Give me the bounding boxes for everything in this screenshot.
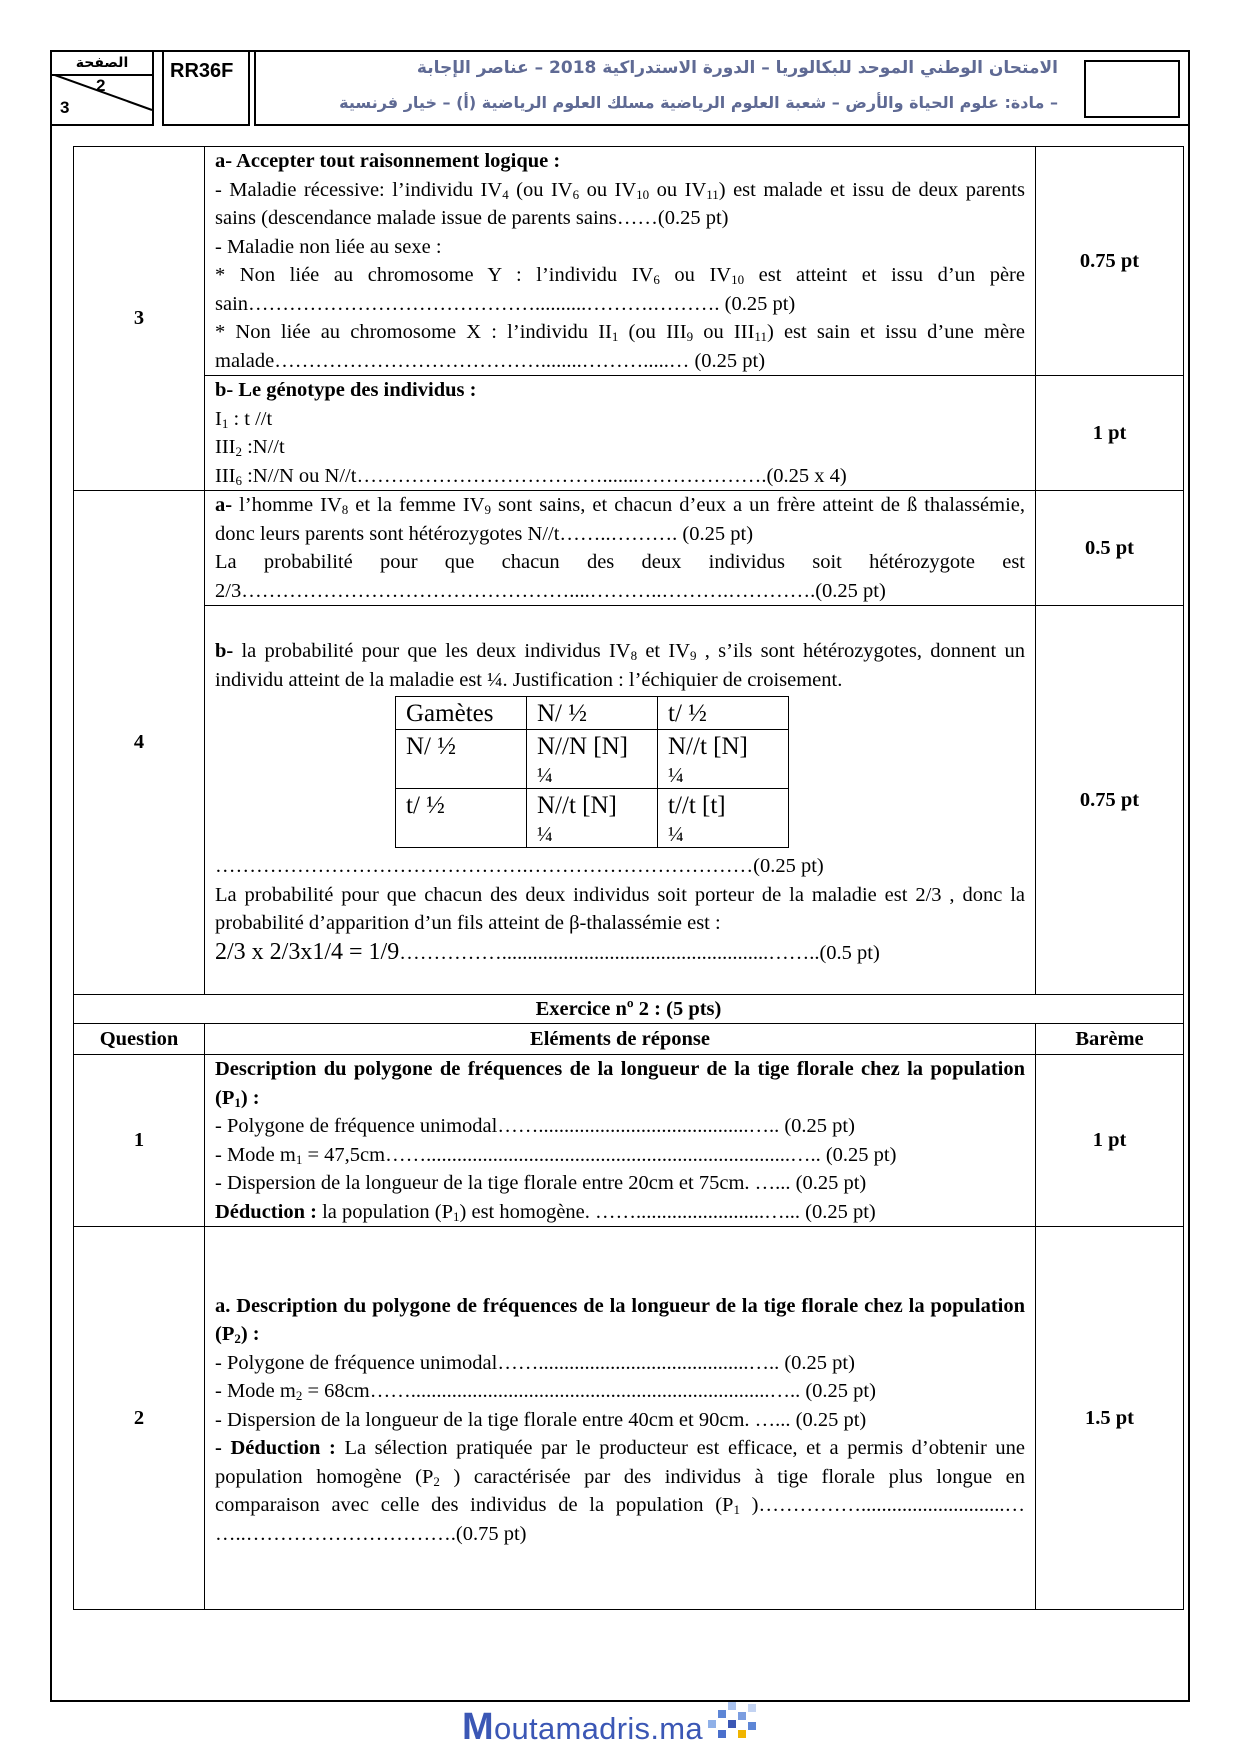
table-row: [396, 730, 789, 789]
points-cell: 0.75 pt: [1036, 147, 1184, 376]
exam-title-line2: – مادة: علوم الحياة والأرض – شعبة العلوم الرياضية مسلك العلوم الرياضية (أ) – خيار فرنسية: [339, 93, 1058, 112]
table-row: [74, 995, 1184, 1024]
answer-cell: [205, 376, 1036, 491]
ex2-q2-line2: - Mode $m_2$ = 68cm……......................................................................….. (0.25 pt): [215, 1380, 876, 1404]
page-number-box: [50, 50, 154, 126]
table-row: [74, 376, 1184, 491]
q4-a-line1: a- l’homme $IV_8$ et la femme $IV_9$ sont sains, et chacun d’eux a un frère atteint de ß thalassémie, donc leurs parents sont hétérozygotes N//t……..………. (0.25 pt): [215, 494, 1025, 545]
points-cell: 1.5 pt: [1036, 1227, 1184, 1610]
page-number: 2: [96, 76, 106, 95]
column-header-elements: Eléments de réponse: [205, 1024, 1036, 1055]
answer-table: [73, 146, 1184, 1610]
brand-initial: M: [462, 1706, 494, 1748]
q4-a-line2: La probabilité pour que chacun des deux individus soit hétérozygote est 2/3…………………………………………....………..……….………….(0.25 pt): [215, 551, 1025, 602]
ex2-q1-line3: - Dispersion de la longueur de la tige florale entre 20cm et 75cm. …... (0.25 pt): [215, 1172, 867, 1194]
points-cell: 1 pt: [1036, 1055, 1184, 1227]
q3-b-line1: $I_1$ : t //t: [215, 407, 273, 431]
table-row: [74, 606, 1184, 995]
table-cell: N//t [N] ¼: [658, 730, 789, 789]
ex2-q2-line3: - Dispersion de la longueur de la tige florale entre 40cm et 90cm. …... (0.25 pt): [215, 1408, 867, 1431]
table-row: [74, 147, 1184, 376]
q4-b-line3: La probabilité pour que chacun des deux individus soit porteur de la maladie est 2/3 , donc la probabilité d’apparition d’un fils atteint de β-thalassémie est :: [215, 883, 1025, 934]
table-cell: Gamètes: [396, 697, 527, 730]
q4-b-line4: 2/3 x 2/3x1/4 = 1/9……………....................................................……..(0.5 pt): [215, 938, 880, 965]
table-row: [74, 491, 1184, 606]
question-number: 3: [74, 147, 205, 491]
page-label: الصفحة: [52, 52, 152, 76]
question-number: 2: [74, 1227, 205, 1610]
table-row: [396, 697, 789, 730]
exam-code: RR36F: [162, 50, 250, 126]
pixel-logo-icon: [700, 1700, 770, 1744]
ex2-q2-title: a. Description du polygone de fréquences de la longueur de la tige florale chez la population $(P_2)$ :: [215, 1294, 1025, 1347]
q3-b-line3: $III_6$ :N//N ou N//t……………………………….......……………….(0.25 x 4): [215, 464, 847, 488]
exercise-title: Exercice nº 2 : (5 pts): [74, 995, 1184, 1024]
punnett-square: [395, 696, 789, 848]
q3-a-line2: - Maladie non liée au sexe :: [215, 235, 442, 258]
footer-logo[interactable]: [462, 1706, 703, 1749]
q3-a-line1: - Maladie récessive: l’individu $IV_4$ (ou $IV_6$ ou $IV_{10}$ ou $IV_{11}$) est malade et issu de deux parents sains (descendance malade issue de parents sains……(0.25 pt): [215, 178, 1025, 229]
table-cell: t/ ½: [396, 789, 527, 848]
q3-b-line2: $III_2$ :N//t: [215, 436, 285, 459]
table-cell: N//N [N] ¼: [527, 730, 658, 789]
exam-title-line1: الامتحان الوطني الموحد للبكالوريا – الدورة الاستدراكية 2018 – عناصر الإجابة: [416, 58, 1058, 78]
question-number: 1: [74, 1055, 205, 1227]
q4-b-line1: b- la probabilité pour que les deux individus $IV_8$ et $IV_9$ , s’ils sont hétérozygotes, donnent un individu atteint de la maladie est ¼. Justification : l’échiquier de croisement.: [215, 640, 1025, 691]
q3-a-line3: * Non liée au chromosome Y : l’individu $IV_6$ ou $IV_{10}$ est atteint et issu d’un père sain……………………………………..........……….………. (0.25 pt): [215, 264, 1025, 315]
ex2-q1-title: Description du polygone de fréquences de la longueur de la tige florale chez la population $(P_1)$ :: [215, 1058, 1025, 1110]
answer-cell: [205, 491, 1036, 606]
page-header: [50, 50, 1190, 128]
column-header-question: Question: [74, 1024, 205, 1055]
page-total: 3: [60, 98, 70, 117]
table-cell: t/ ½: [658, 697, 789, 730]
points-cell: 0.75 pt: [1036, 606, 1184, 995]
table-row: [396, 789, 789, 848]
table-row: [74, 1055, 1184, 1227]
table-cell: N//t [N] ¼: [527, 789, 658, 848]
exam-title-box: [254, 50, 1190, 126]
table-header-row: [74, 1024, 1184, 1055]
table-row: [74, 1227, 1184, 1610]
table-cell: t//t [t] ¼: [658, 789, 789, 848]
brand-name: outamadris.ma: [493, 1711, 703, 1746]
q3-b-title: b- Le génotype des individus :: [215, 379, 477, 401]
points-cell: 1 pt: [1036, 376, 1184, 491]
table-cell: N/ ½: [527, 697, 658, 730]
answer-cell: [205, 147, 1036, 376]
q3-a-title: a- Accepter tout raisonnement logique :: [215, 150, 561, 172]
q3-a-line4: * Non liée au chromosome X : l’individu $II_1$ (ou $III_9$ ou $III_{11}$) est sain et issu d’une mère malade…………………………………........……….....… (0.25 pt): [215, 321, 1026, 372]
question-number: 4: [74, 491, 205, 995]
ex2-q1-line4: Déduction : la population $(P_1)$ est homogène. …….........................…... (0.25 pt): [215, 1200, 876, 1224]
points-cell: 0.5 pt: [1036, 491, 1184, 606]
answer-cell: [205, 606, 1036, 995]
column-header-bareme: Barème: [1036, 1024, 1184, 1055]
ex2-q2-line1: - Polygone de fréquence unimodal…….........................................….. (0.25 pt): [215, 1351, 855, 1374]
answer-cell: [205, 1227, 1036, 1610]
blank-box: [1084, 60, 1180, 118]
q4-b-line2: ……………………………………….……………………………(0.25 pt): [215, 855, 824, 877]
answer-cell: [205, 1055, 1036, 1227]
table-cell: N/ ½: [396, 730, 527, 789]
ex2-q2-line4: - Déduction : La sélection pratiquée par le producteur est efficace, et a permis d’obtenir une population homogène ($P_2$ ) caractérisée par des individus à tige florale plus longue en comparaison avec celle des individus de la population ($P_1$ )……………............................… …..………………………….(0.75 pt): [215, 1437, 1026, 1545]
ex2-q1-line2: - Mode $m_1$ = 47,5cm…….......................................................................….. (0.25 pt): [215, 1143, 897, 1167]
ex2-q1-line1: - Polygone de fréquence unimodal…….........................................….. (0.25 pt): [215, 1115, 855, 1137]
